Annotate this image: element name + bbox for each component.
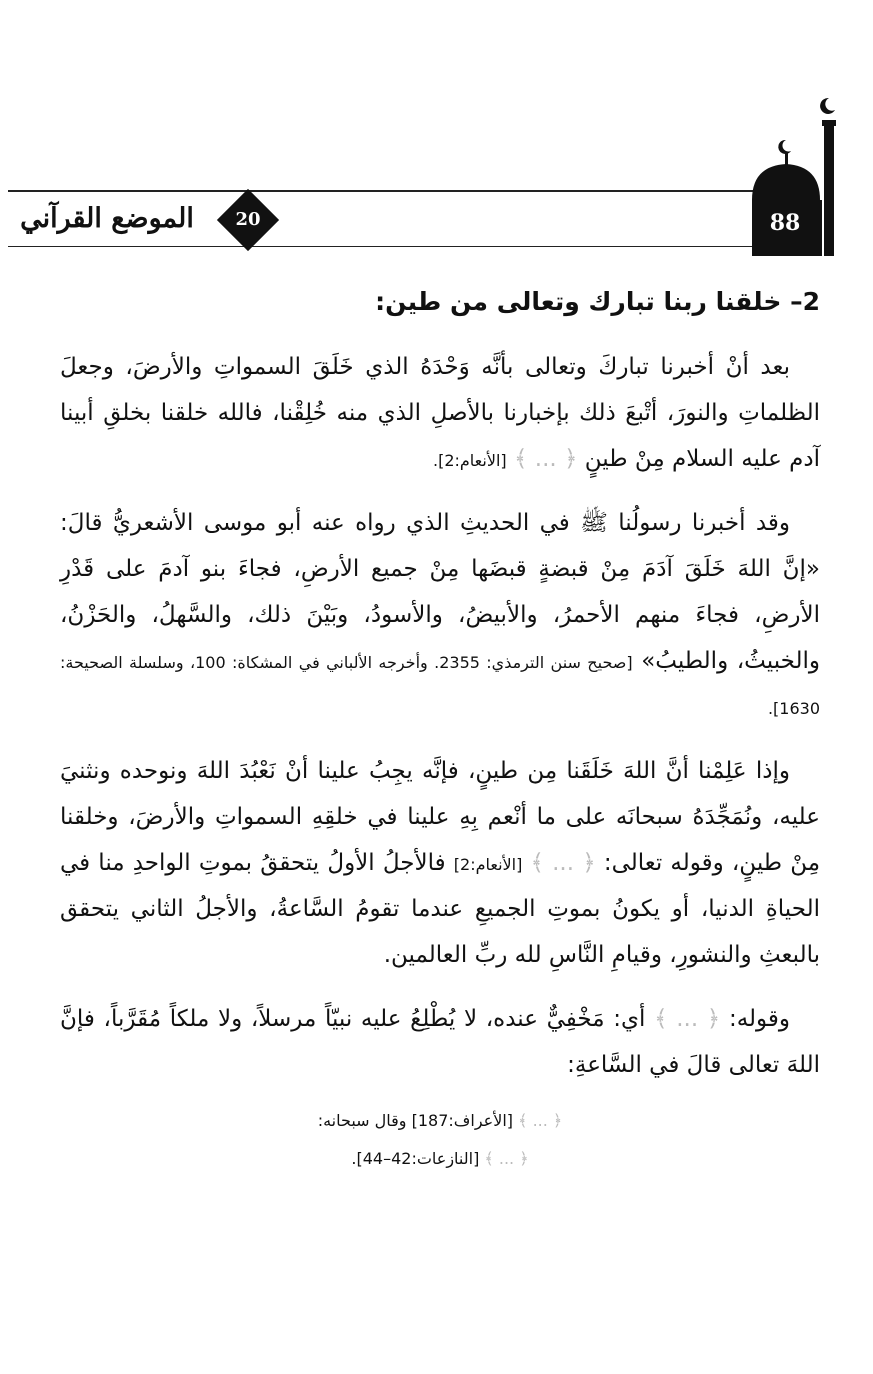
hadith-reference: [صحيح سنن الترمذي: 2355. وأخرجه الألباني في المشكاة: 100، وسلسلة الصحيحة: 1630]. <box>60 653 820 718</box>
header-rule-top <box>8 190 763 192</box>
header-rule-bottom <box>8 246 763 247</box>
paragraph-1 <box>60 344 820 482</box>
verse-block-araf <box>60 1106 820 1136</box>
book-logo: الموضع القرآني <box>20 203 194 234</box>
quran-verse-placeholder: ﴿ ... ﴾ <box>530 850 596 876</box>
paragraph-3-text: وإذا عَلِمْنا أنَّ اللهَ خَلَقَنا مِن طينٍ، فإنَّه يجِبُ علينا أنْ نَعْبُدَ اللهَ ونوحده ونثنيَ عليه، ونُمَجِّدَهُ سبحانَه على ما أنْعم بِهِ علينا في خلقِهِ السمواتِ والأرضَ، وخلقنا مِنْ طينٍ، وقوله تعالى: <box>60 758 821 876</box>
page-body <box>60 282 820 1182</box>
quran-verse-placeholder: ﴿ ... ﴾ <box>654 1006 721 1032</box>
paragraph-4 <box>60 996 820 1088</box>
reference-araf: [الأعراف:187] وقال سبحانه: <box>317 1111 514 1130</box>
verse-block-naziat <box>60 1144 820 1174</box>
reference-anam: [الأنعام:2]. <box>432 451 507 470</box>
quran-verse-placeholder: ﴿ ... ﴾ <box>484 1149 529 1168</box>
paragraph-4-intro: وقوله: <box>728 1006 791 1032</box>
paragraph-2-text: وقد أخبرنا رسولُنا ﷺ في الحديثِ الذي رواه عنه أبو موسى الأشعريُّ قالَ: «إنَّ اللهَ خَلَقَ آدَمَ مِنْ قبضةٍ قبضَها مِنْ جميع الأرضِ، فجاءَ بنو آدمَ على قَدْرِ الأرضِ، فجاءَ منهم الأحمرُ، والأبيضُ، والأسودُ، وبَيْنَ ذلك، والسَّهلُ، والحَزْنُ، والخبيثُ، والطيبُ» <box>60 510 821 674</box>
page-header <box>0 0 873 260</box>
paragraph-3-continuation: فالأجلُ الأولُ يتحققُ بموتِ الواحدِ منا في الحياةِ الدنيا، أو يكونُ بموتِ الجميعِ عندما تقومُ السَّاعةُ، والأجلُ الثاني يتحقق بالبعثِ والنشورِ، وقيامِ النَّاسِ لله ربِّ العالمين. <box>60 850 820 968</box>
reference-anam-2: [الأنعام:2] <box>453 855 523 874</box>
paragraph-3 <box>60 748 820 978</box>
quran-verse-placeholder: ﴿ ... ﴾ <box>518 1111 563 1130</box>
page-number: 88 <box>769 210 801 236</box>
paragraph-2 <box>60 500 820 730</box>
chapter-number: 20 <box>235 209 261 230</box>
paragraph-1-text: بعد أنْ أخبرنا تباركَ وتعالى بأنَّه وَحْدَهُ الذي خَلَقَ السمواتِ والأرضَ، وجعلَ الظلماتِ والنورَ، أتْبعَ ذلك بإخبارنا بالأصلِ الذي منه خُلِقْنا، فالله خلقنا بخلقِ أبينا آدم عليه السلام مِنْ طينٍ <box>60 354 820 472</box>
section-heading: 2– خلقنا ربنا تبارك وتعالى من طين: <box>375 287 820 316</box>
reference-naziat: [النازعات:42–44]. <box>351 1149 480 1168</box>
quran-verse-placeholder: ﴿ ... ﴾ <box>513 446 578 472</box>
paragraph-4-text: أي: مَخْفِيٌّ عنده، لا يُطْلِعُ عليه نبيّاً مرسلاً، ولا ملكاً مُقَرَّباً، فإنَّ اللهَ تعالى قالَ في السَّاعةِ: <box>60 1006 820 1078</box>
